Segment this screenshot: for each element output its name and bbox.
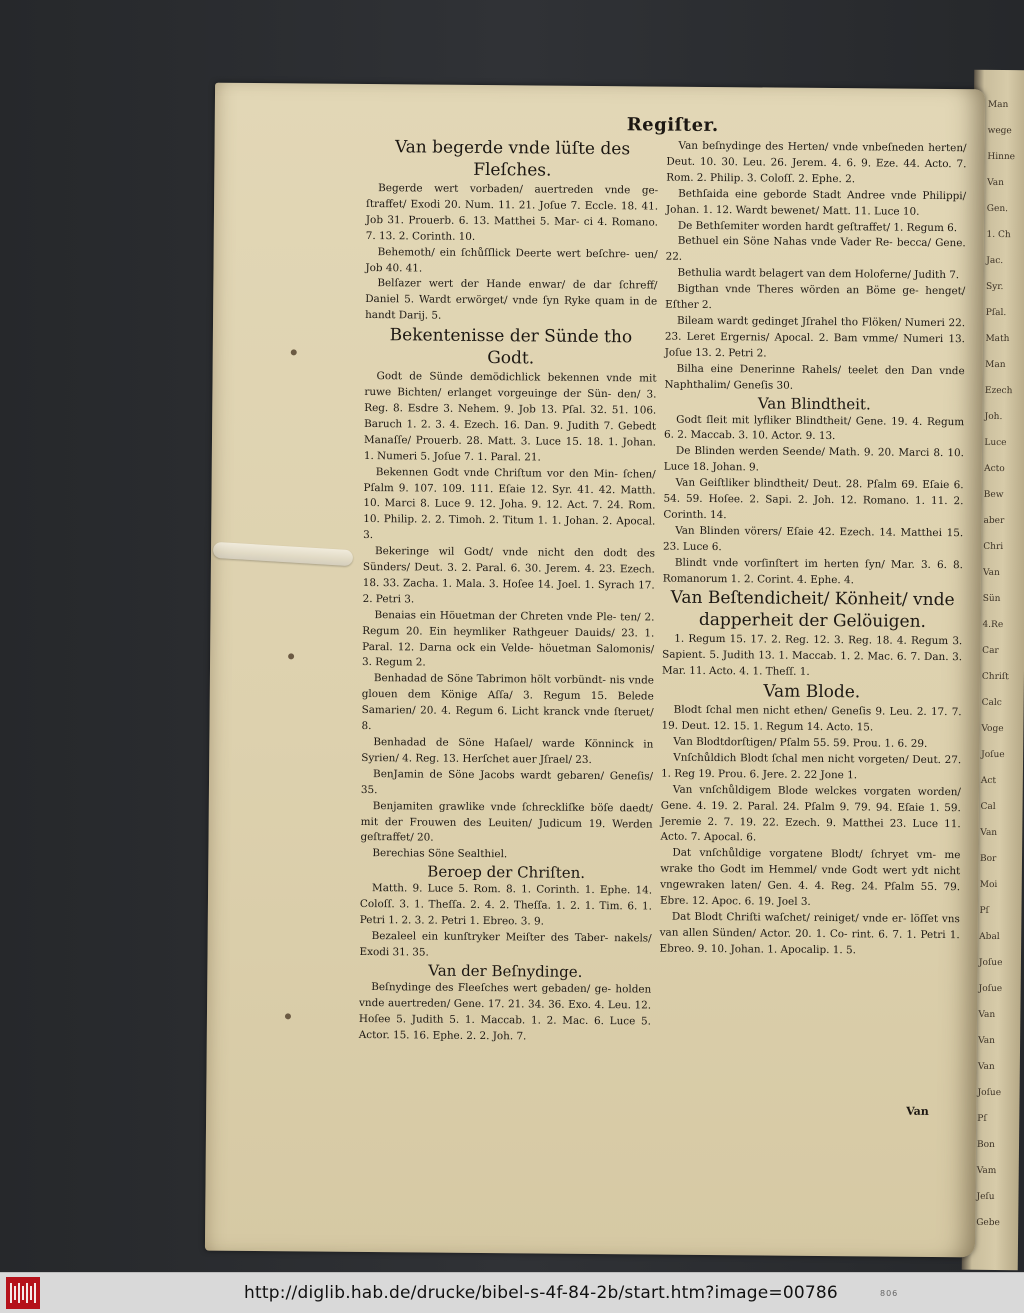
- adjacent-page-fragment: Bor: [979, 853, 997, 865]
- index-entry: Van beſnydinge des Herten/ vnde vnbeſneden herten/ Deut. 10. 30. Leu. 26. Jerem. 4. 6. 9. Eze. 44. Acto. 7. Rom. 2. Philip. 3. Coloſſ. 2. Ephe. 2.: [666, 139, 967, 186]
- index-entry: Benjamiten grawlike vnde ſchreckliſke böſe daedt/ mit der Frouwen des Leuiten/ Judicum 19. Werden geſtraffet/ 20.: [360, 799, 653, 845]
- page-number: 806: [880, 1289, 899, 1298]
- index-heading: Beroep der Chriſten.: [427, 862, 586, 883]
- index-entry: BenJamin de Söne Jacobs wardt gebaren/ Geneſis/ 35.: [360, 767, 654, 796]
- adjacent-page-fragment: Gen.: [986, 203, 1009, 215]
- index-entry: De Bethſemiter worden hardt geſtraffet/ 1. Regum 6.: [677, 219, 958, 234]
- index-heading: Bekentenisse der Sünde tho Godt.: [389, 325, 633, 369]
- hole-mark: [285, 1013, 291, 1019]
- index-entry: Berechias Söne Sealthiel.: [372, 847, 508, 861]
- adjacent-page-fragment: Van: [977, 1061, 995, 1073]
- adjacent-page-fragment: Sün: [982, 593, 1001, 605]
- adjacent-page-fragment: Van: [982, 567, 1000, 579]
- adjacent-page-fragment: Jac.: [986, 255, 1004, 267]
- running-head: Regiſter.: [626, 114, 719, 137]
- index-heading: Van Blindtheit.: [757, 393, 871, 413]
- adjacent-page-fragment: Abal: [979, 931, 1000, 943]
- index-entry: Bethuel ein Söne Nahas vnde Vader Re‑ becca/ Gene. 22.: [665, 235, 966, 264]
- index-entry: Vnſchůldich Blodt ſchal men nicht vorgeten/ Deut. 27. 1. Reg 19. Prou. 6. Jere. 2. 22 Jone 1.: [661, 751, 962, 782]
- index-entry: Van Blinden vörers/ Eſaie 42. Ezech. 14. Matthei 15. 23. Luce 6.: [663, 524, 964, 553]
- index-heading: Van der Beſnydinge.: [428, 961, 583, 981]
- adjacent-page-fragment: Joſue: [977, 1087, 1002, 1099]
- viewer-footer-bar: [0, 1272, 1024, 1313]
- index-entry: Godt ſleit mit lyfliker Blindtheit/ Gene. 19. 4. Regum 6. 2. Maccab. 3. 10. Actor. 9. 13.: [664, 413, 965, 443]
- index-entry: Bigthan vnde Theres wörden an Böme ge‑ henget/ Eſther 2.: [665, 282, 966, 312]
- index-entry: Godt de Sünde demödichlick bekennen vnde mit ruwe Bichten/ erlanget vorgeuinge der Sün‑ den/ 3. Reg. 8. Esdre 3. Nehem. 9. Job 13. Pſal. 32. 51. 106. Baruch 1. 2. 3. 4. Ezech. 16. Dan. 9. Judith 7. Gebedt Manaſſe/ Prouerb. 28. Matt. 3. Luce 15. 18. 1. Johan. 1. Numeri 5. Joſue 7. 1. Paral. 21.: [363, 370, 657, 464]
- index-entry: Belſazer wert der Hande enwar/ de dar ſchreff/ Daniel 5. Wardt erwörget/ vnde ſyn Ryke quam in de handt Darij. 5.: [365, 277, 658, 322]
- adjacent-page-fragment: Car: [982, 645, 999, 657]
- adjacent-page-fragment: Bew: [983, 489, 1004, 501]
- hole-mark: [291, 349, 297, 355]
- adjacent-page-fragment: Van: [978, 1009, 996, 1021]
- index-column-left: [359, 136, 659, 1046]
- adjacent-page-fragment: Chriſt: [981, 671, 1009, 683]
- adjacent-page-fragment: Acto: [984, 463, 1005, 475]
- adjacent-page-fragment: 1. Ch: [986, 229, 1011, 241]
- index-heading: Van Beſtendicheit/ Kӧnheit/ vnde dapperheit der Gelöuigen.: [670, 588, 955, 633]
- adjacent-page-fragment: Ezech: [984, 385, 1013, 397]
- index-entry: Behemoth/ ein ſchůſſlick Deerte wert beſchre‑ uen/ Job 40. 41.: [365, 245, 658, 275]
- adjacent-page-fragment: Bon: [976, 1139, 995, 1151]
- adjacent-page-fragment: Cal: [980, 801, 996, 813]
- library-logo-icon[interactable]: [6, 1277, 40, 1309]
- page-url[interactable]: http://diglib.hab.de/drucke/bibel-s-4f-84-2b/start.htm?image=00786: [244, 1283, 838, 1303]
- adjacent-page-fragment: Pſ: [977, 1113, 987, 1124]
- index-entry: Benhadad de Söne Haſael/ warde Könninck in Syrien/ 4. Reg. 13. Herſchet auer Jſrael/ 23.: [361, 736, 654, 766]
- index-heading: Van begerde vnde lüſte des Fleſches.: [394, 137, 631, 181]
- adjacent-page-fragment: Vam: [976, 1165, 997, 1177]
- index-entry: Bileam wardt gedinget Jſrahel tho Flöken/ Numeri 22. 23. Leret Ergernis/ Apocal. 2. Bam vmme/ Numeri 13. Joſue 13. 2. Petri 2.: [664, 314, 966, 360]
- adjacent-page-fragment: Van: [980, 827, 998, 839]
- index-entry: Bethſaida eine geborde Stadt Andree vnde Philippi/ Johan. 1. 12. Wardt bewenet/ Matt. 11. Luce 10.: [665, 187, 967, 218]
- index-column-right: [659, 139, 966, 960]
- index-entry: De Blinden werden Seende/ Math. 9. 20. Marci 8. 10. Luce 18. Johan. 9.: [663, 445, 964, 474]
- adjacent-page-fragment: Syr.: [985, 281, 1004, 293]
- index-heading: Vam Blode.: [763, 681, 861, 703]
- adjacent-page-fragment: Gebe: [976, 1217, 1000, 1229]
- hole-mark: [288, 653, 294, 659]
- index-entry: Van vnſchůldigem Blode welckes vorgaten worden/ Gene. 4. 19. 2. Paral. 24. Pſalm 9. 79. 94. Eſaie 1. 59. Jeremie 2. 7. 19. 22. Ezech. 9. Matthei 23. Luce 11. Acto. 7. Apocal. 6.: [660, 783, 962, 844]
- index-entry: Benhadad de Söne Tabrimon hölt vorbündt‑ nis vnde glouen dem Könige Aſſa/ 3. Regum 15. Belede Samarien/ 20. 4. Regum 6. Licht kranck vnde ſteruet/ 8.: [361, 672, 654, 733]
- adjacent-page-fragment: Hinne: [987, 151, 1016, 163]
- index-entry: Beſnydinge des Fleeſches wert gebaden/ ge‑ holden vnde auertreden/ Gene. 17. 21. 34. 36. Exo. 4. Leu. 12. Hoſee 5. Judith 5. 1. Maccab. 1. 2. Mac. 6. Luce 5. Actor. 15. 16. Ephe. 2. 2. Joh. 7.: [358, 980, 652, 1042]
- adjacent-page-fragment: Van: [987, 177, 1004, 189]
- index-entry: Blindt vnde vorſinſtert im herten ſyn/ Mar. 3. 6. 8. Romanorum 1. 2. Corint. 4. Ephe. 4.: [662, 556, 963, 586]
- index-entry: Bekennen Godt vnde Chriſtum vor den Min‑ ſchen/ Pſalm 9. 107. 109. 111. Eſaie 12. Syr. 41. 42. Matth. 10. Marci 8. Luce 9. 12. Joha. 9. 12. Act. 7. 24. Rom. 10. Philip. 2. 2. Timoh. 2. Titum 1. 1. Johan. 2. Apocal. 3.: [363, 465, 656, 542]
- adjacent-page-fragment: Voge: [981, 723, 1004, 735]
- index-entry: Dat Blodt Chriſti waſchet/ reiniget/ vnde er‑ löſſet vns van allen Sünden/ Actor. 20. 1. Co‑ rint. 6. 7. 1. Petri 1. Ebreo. 9. 10. Johan. 1. Apocalip. 1. 5.: [659, 910, 960, 957]
- index-entry: Bethulia wardt belagert van dem Holoferne/ Judith 7.: [677, 266, 960, 282]
- index-entry: Van Geiſtliker blindtheit/ Deut. 28. Pſalm 69. Eſaie 6. 54. 59. Hoſee. 2. Sapi. 2. Joh. 12. Romano. 1. 11. 2. Corinth. 14.: [663, 476, 964, 522]
- adjacent-page-fragment: Act: [980, 775, 997, 787]
- index-entry: Bezaleel ein kunſtryker Meiſter des Taber‑ nakels/ Exodi 31. 35.: [359, 930, 652, 959]
- adjacent-page-fragment: aber: [983, 515, 1005, 527]
- adjacent-page-fragment: Chri: [983, 541, 1004, 553]
- adjacent-page-fragment: Jeſu: [976, 1191, 995, 1203]
- index-entry: 1. Regum 15. 17. 2. Reg. 12. 3. Reg. 18. 4. Regum 3. Sapient. 5. Judith 13. 1. Maccab. 1. 2. Mac. 6. 7. Dan. 3. Mar. 11. Acto. 4. 1. Theſſ. 1.: [661, 633, 963, 679]
- index-entry: Van Blodtdorſtigen/ Pſalm 55. 59. Prou. 1. 6. 29.: [673, 735, 928, 750]
- adjacent-page-fragment: Pſ: [979, 905, 989, 916]
- book-page: [205, 83, 985, 1258]
- adjacent-page-fragment: Joſue: [978, 957, 1003, 969]
- index-entry: Bekeringe wil Godt/ vnde nicht den dodt des Sünders/ Deut. 3. 2. Paral. 6. 30. Jerem. 4. 23. Ezech. 18. 33. Zacha. 1. Mala. 3. Hoſee 14. Joel. 1. Syrach 17. 2. Petri 3.: [362, 545, 656, 606]
- adjacent-page-fragment: Joh.: [984, 411, 1003, 423]
- adjacent-page-fragment: Moi: [979, 879, 998, 891]
- index-entry: Matth. 9. Luce 5. Rom. 8. 1. Corinth. 1. Ephe. 14. Coloſſ. 3. 1. Theſſa. 2. 4. 2. Theſſa. 1. 2. 1. Tim. 6. 1. Petri 1. 2. 3. 2. Petri 1. Ebreo. 3. 9.: [359, 882, 653, 928]
- adjacent-page-fragment: 4.Re: [982, 619, 1004, 631]
- adjacent-page-fragment: Van: [978, 1035, 996, 1047]
- adjacent-page-fragment: Man: [987, 99, 1009, 111]
- adjacent-page-fragment: Calc: [981, 697, 1002, 709]
- catch-word: Van: [906, 1104, 929, 1118]
- index-entry: Blodt ſchal men nicht ethen/ Geneſis 9. Leu. 2. 17. 7. 19. Deut. 12. 15. 1. Regum 14. Acto. 15.: [661, 703, 962, 734]
- adjacent-page-fragment: Luce: [984, 437, 1007, 449]
- index-entry: Bilha eine Denerinne Rahels/ teelet den Dan vnde Naphthalim/ Geneſis 30.: [664, 362, 965, 392]
- adjacent-page-fragment: Man: [985, 359, 1006, 371]
- index-entry: Begerde wert vorbaden/ auertreden vnde ge‑ ſtraffet/ Exodi 20. Num. 11. 21. Joſue 7. Eccle. 18. 41. Job 31. Prouerb. 6. 13. Matthei 5. Mar‑ ci 4. Romano. 7. 13. 2. Corinth. 10.: [365, 182, 659, 243]
- adjacent-page-fragment: Pſal.: [985, 307, 1007, 319]
- adjacent-page-fragment: Joſue: [981, 749, 1005, 761]
- adjacent-page-fragment: Joſue: [978, 983, 1003, 995]
- adjacent-page-fragment: Math: [985, 333, 1010, 345]
- adjacent-page-fragment: wege: [987, 125, 1012, 137]
- index-entry: Benaias ein Höuetman der Chreten vnde Ple‑ ten/ 2. Regum 20. Ein heymliker Rathgeuer Dauids/ 23. 1. Paral. 12. Darna ock ein Velde‑ höuetman Salomonis/ 3. Regum 2.: [362, 608, 655, 669]
- index-entry: Dat vnſchůldige vorgatene Blodt/ ſchryet vm‑ me wrake tho Godt im Hemmel/ vnde Godt wert ydt nicht vngewraken laten/ Gen. 4. 4. Reg. 24. Pſalm 55. 79. Ebre. 12. Apoc. 6. 19. Joel 3.: [659, 847, 961, 908]
